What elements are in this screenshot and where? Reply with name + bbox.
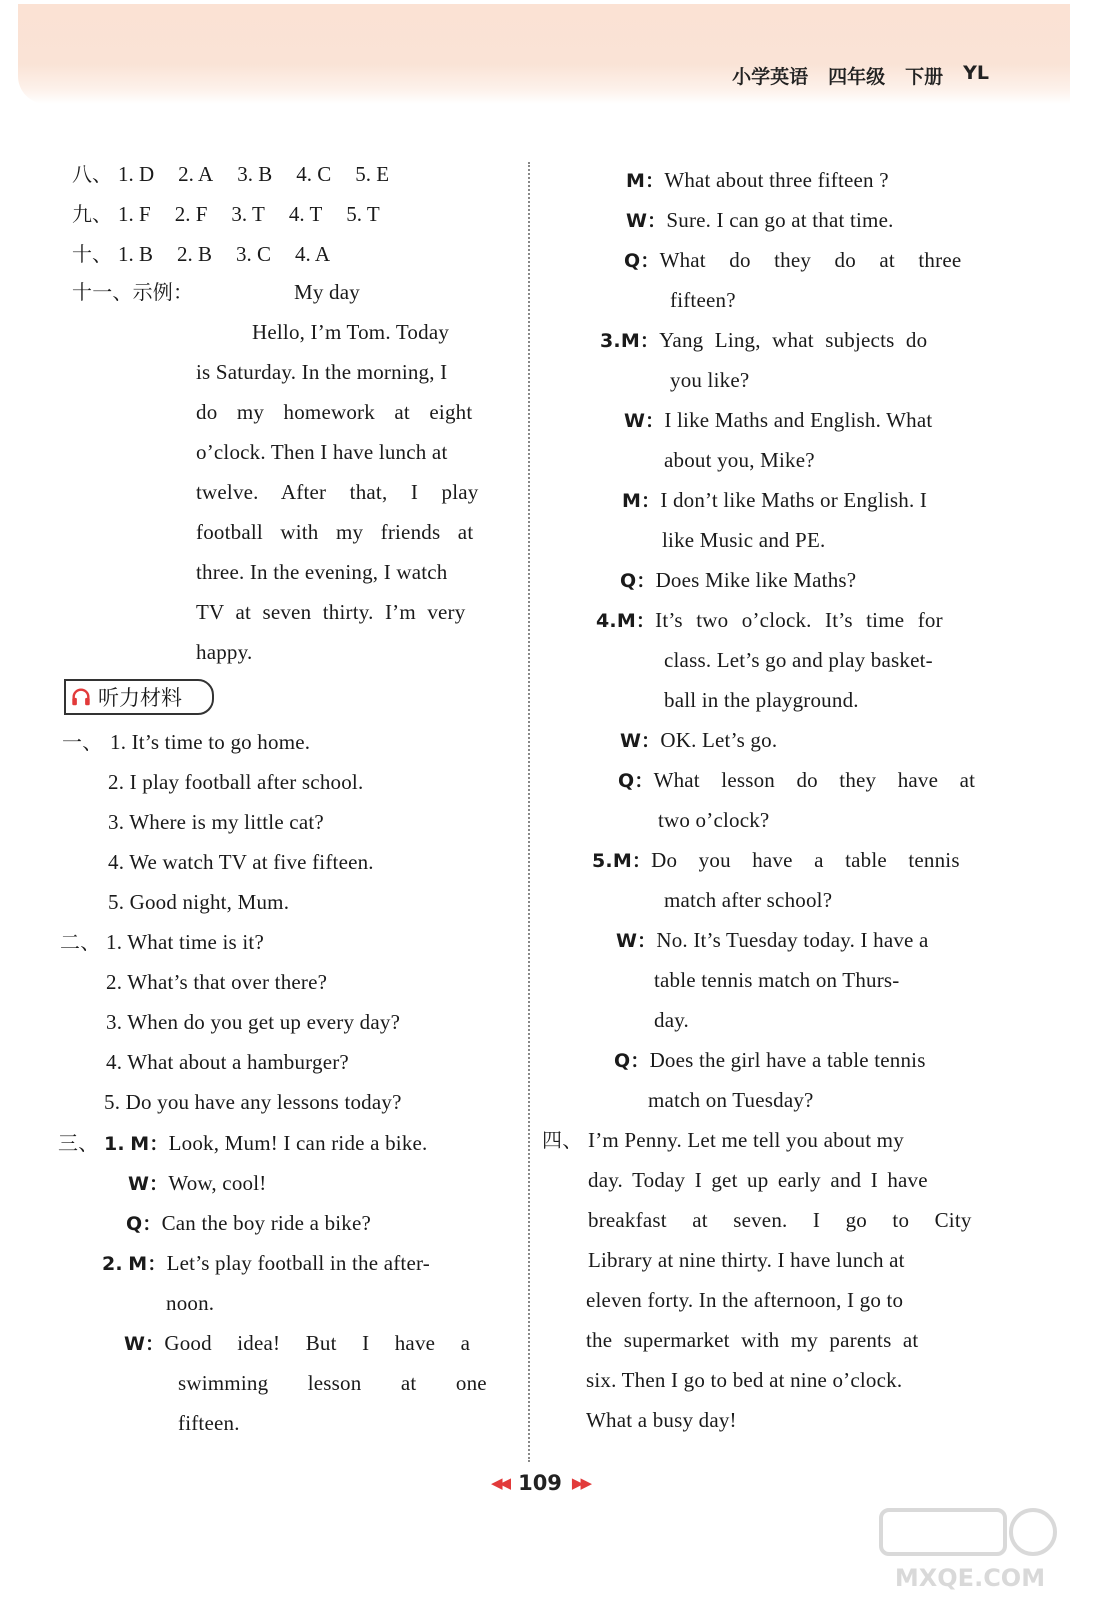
dialog-line: Q：Does Mike like Maths? <box>620 568 857 592</box>
dialog-line: M：What about three fifteen ? <box>626 168 889 192</box>
sec1-item: 1. It’s time to go home. <box>110 730 311 754</box>
dialog-line: swimming lesson at one <box>178 1371 487 1395</box>
sec2-item: 1. What time is it? <box>106 930 264 954</box>
header-subject: 小学英语 <box>732 66 809 88</box>
sec4-line: six. Then I go to bed at nine o’clock. <box>586 1368 903 1392</box>
essay-line: twelve. After that, I play <box>196 480 479 504</box>
listening-badge <box>64 679 214 715</box>
sec1-item: 5. Good night, Mum. <box>108 890 290 914</box>
sec4-line: the supermarket with my parents at <box>586 1328 919 1352</box>
answer-row-10: 十、 1. B 2. B 3. C 4. A <box>72 242 331 266</box>
essay-line: three. In the evening, I watch <box>196 560 448 584</box>
header-volume: 下册 <box>905 66 944 88</box>
essay-line: Hello, I’m Tom. Today <box>252 320 450 344</box>
dialog-line: 1. M：Look, Mum! I can ride a bike. <box>104 1131 428 1155</box>
dialog-line: match after school? <box>664 888 833 912</box>
dialog-line: W：Wow, cool! <box>128 1171 267 1195</box>
sec4-line: Library at nine thirty. I have lunch at <box>588 1248 905 1272</box>
sec4-line: What a busy day! <box>586 1408 737 1432</box>
page-footer <box>440 1471 640 1495</box>
dialog-line: you like? <box>670 368 750 392</box>
sec1-label: 一、 <box>62 730 103 754</box>
dialog-line: noon. <box>166 1291 215 1315</box>
dialog-line: Q：What do they do at three <box>624 248 962 272</box>
dialog-line: fifteen. <box>178 1411 240 1435</box>
essay-line: TV at seven thirty. I’m very <box>196 600 466 624</box>
header-tags <box>732 62 989 89</box>
sec4-label: 四、 <box>542 1128 583 1152</box>
sec3-label: 三、 <box>58 1131 99 1155</box>
dialog-line: 3.M：Yang Ling, what subjects do <box>600 328 928 352</box>
dialog-line: class. Let’s go and play basket- <box>664 648 933 672</box>
dialog-line: 5.M：Do you have a table tennis <box>592 848 960 872</box>
dialog-line: 4.M：It’s two o’clock. It’s time for <box>596 608 943 632</box>
dialog-line: two o’clock? <box>658 808 770 832</box>
page-number: 109 <box>518 1471 562 1495</box>
next-arrows-icon: ▶▶ <box>571 1475 589 1492</box>
essay-line: happy. <box>196 640 253 664</box>
watermark-text: MXQE.COM <box>894 1564 1046 1592</box>
sec4-line: breakfast at seven. I go to City <box>588 1208 972 1232</box>
dialog-line: W：I like Maths and English. What <box>624 408 933 432</box>
dialog-line: Q：What lesson do they have at <box>618 768 976 792</box>
dialog-line: table tennis match on Thurs- <box>654 968 900 992</box>
sec2-item: 4. What about a hamburger? <box>106 1050 349 1074</box>
watermark-logo <box>875 1504 1065 1594</box>
prev-arrows-icon: ◀◀ <box>491 1475 509 1492</box>
header-band <box>18 4 1070 104</box>
sec4-line: eleven forty. In the afternoon, I go to <box>586 1288 904 1312</box>
header-edition: YL <box>963 62 989 84</box>
dialog-line: Q：Can the boy ride a bike? <box>126 1211 372 1235</box>
dialog-line: like Music and PE. <box>662 528 826 552</box>
dialog-line: 2. M：Let’s play football in the after- <box>102 1251 430 1275</box>
dialog-line: about you, Mike? <box>664 448 815 472</box>
column-divider <box>528 162 530 1462</box>
essay-line: do my homework at eight <box>196 400 473 424</box>
dialog-line: fifteen? <box>670 288 736 312</box>
dialog-line: M：I don’t like Maths or English. I <box>622 488 928 512</box>
answer-row-9: 九、 1. F 2. F 3. T 4. T 5. T <box>72 202 380 226</box>
essay-title: My day <box>294 280 360 304</box>
answer-row-8: 八、 1. D 2. A 3. B 4. C 5. E <box>72 162 390 186</box>
sec1-item: 4. We watch TV at five fifteen. <box>108 850 374 874</box>
badge-text: 听力材料 <box>98 686 182 710</box>
essay-line: football with my friends at <box>196 520 474 544</box>
essay-line: o’clock. Then I have lunch at <box>196 440 448 464</box>
dialog-line: W：Sure. I can go at that time. <box>626 208 894 232</box>
sec1-item: 3. Where is my little cat? <box>108 810 324 834</box>
sec1-item: 2. I play football after school. <box>108 770 364 794</box>
dialog-line: W：No. It’s Tuesday today. I have a <box>616 928 929 952</box>
sec2-item: 3. When do you get up every day? <box>106 1010 401 1034</box>
dialog-line: ball in the playground. <box>664 688 859 712</box>
dialog-line: day. <box>654 1008 690 1032</box>
sec4-line: I’m Penny. Let me tell you about my <box>588 1128 904 1152</box>
sec4-line: day. Today I get up early and I have <box>588 1168 928 1192</box>
sec2-item: 2. What’s that over there? <box>106 970 328 994</box>
header-grade: 四年级 <box>828 66 886 88</box>
dialog-line: W：OK. Let’s go. <box>620 728 778 752</box>
headphone-icon <box>70 686 92 708</box>
dialog-line: Q：Does the girl have a table tennis <box>614 1048 926 1072</box>
dialog-line: W：Good idea! But I have a <box>124 1331 471 1355</box>
sec2-label: 二、 <box>60 930 101 954</box>
essay-label: 十一、示例： <box>72 280 194 304</box>
sec2-item: 5. Do you have any lessons today? <box>104 1090 402 1114</box>
dialog-line: match on Tuesday? <box>648 1088 814 1112</box>
essay-line: is Saturday. In the morning, I <box>196 360 448 384</box>
